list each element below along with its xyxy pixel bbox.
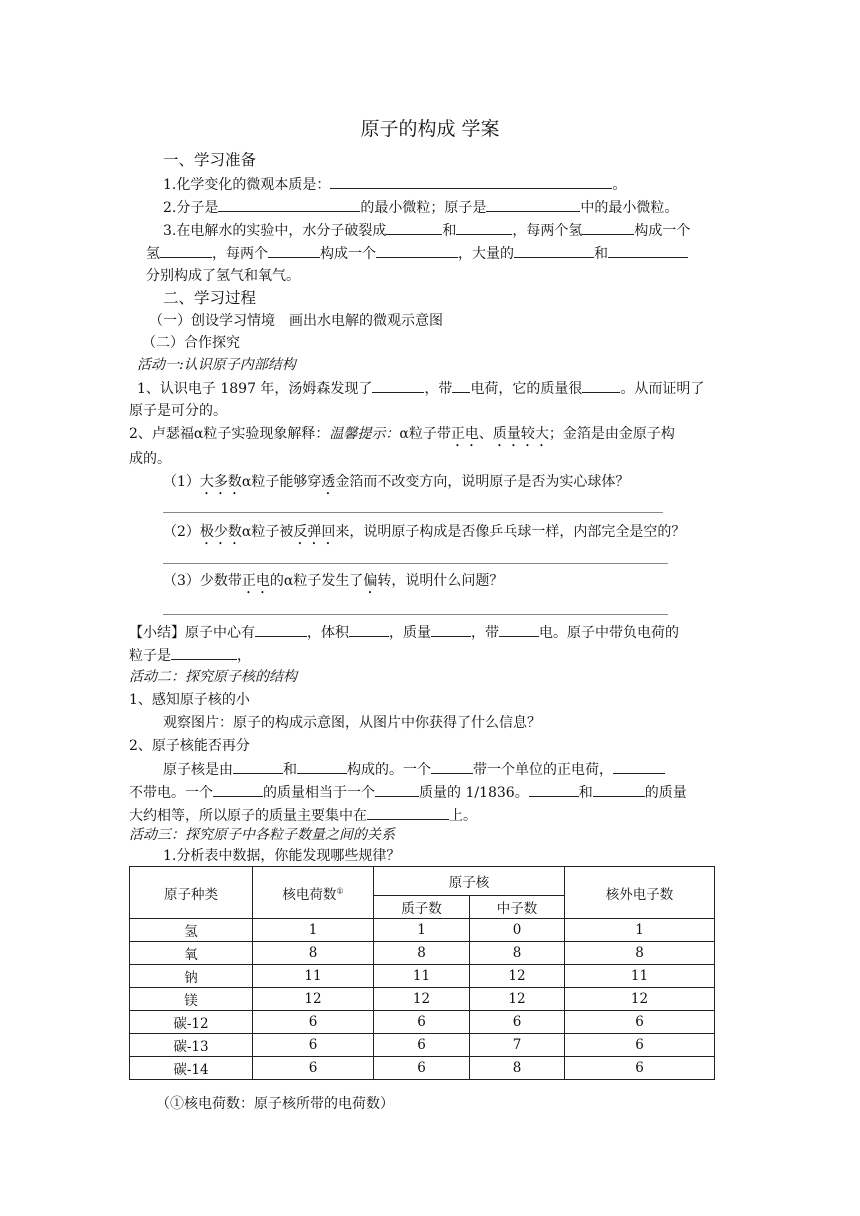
q3-blank-2[interactable] xyxy=(456,220,512,235)
a1-l1-text-a: 1、认识电子 1897 年，汤姆森发现了 xyxy=(137,381,373,397)
hint-text-c: ；金箔是由金原子构 xyxy=(548,426,675,442)
n2-text-c: 质量的 1/1836。 xyxy=(419,785,529,801)
table-cell: 碳-13 xyxy=(130,1034,253,1057)
p2-text-a: α粒子被 xyxy=(241,524,294,540)
p1-num: （1） xyxy=(163,474,200,490)
table-cell: 12 xyxy=(565,988,715,1011)
q3-blank-4[interactable] xyxy=(160,243,212,258)
p2-num: （2） xyxy=(163,524,200,540)
table-row xyxy=(130,919,715,942)
table-cell: 碳-14 xyxy=(130,1057,253,1080)
activity-2-title: 活动二：探究原子核的结构 xyxy=(129,669,297,685)
activity-1-line-2 xyxy=(129,424,675,450)
table-row xyxy=(130,988,715,1011)
hint-text-b: 、 xyxy=(478,426,493,442)
table-cell: 8 xyxy=(565,942,715,965)
q2-blank-1[interactable] xyxy=(218,197,360,212)
rutherford-text: 2、卢瑟福α粒子实验现象解释： xyxy=(129,426,330,442)
n2-blank-2[interactable] xyxy=(375,782,419,797)
table-cell: 8 xyxy=(470,1057,565,1080)
table-cell: 12 xyxy=(470,988,565,1011)
p1-emph-1: 大多数 xyxy=(199,474,242,490)
table-cell: 8 xyxy=(374,942,470,965)
p2-text-b: 来，说明原子构成是否像乒乓球一样，内部完全是空的？ xyxy=(335,524,686,540)
n3-text-b: 上。 xyxy=(449,808,477,824)
q1-blank[interactable] xyxy=(330,174,612,189)
n1-blank-3[interactable] xyxy=(431,759,473,774)
answer-line-2[interactable] xyxy=(163,563,668,564)
q3-text-i: 和 xyxy=(594,246,608,262)
question-3-line-3: 分别构成了氢气和氧气。 xyxy=(146,268,300,284)
p1-text-b: 金箔而不改变方向，说明原子是否为实心球体？ xyxy=(335,474,630,490)
activity-2-item-2: 2、原子核能否再分 xyxy=(129,738,250,754)
table-cell: 6 xyxy=(253,1057,374,1080)
header-electron-count: 核外电子数 xyxy=(565,867,715,919)
p2-emph-1: 极少数 xyxy=(199,524,242,540)
table-cell: 6 xyxy=(374,1011,470,1034)
n2-blank-3[interactable] xyxy=(529,782,579,797)
table-cell: 碳-12 xyxy=(130,1011,253,1034)
q1-end: 。 xyxy=(612,177,627,193)
table-row xyxy=(130,942,715,965)
header-proton-count: 质子数 xyxy=(374,896,470,919)
footnote-marker: ① xyxy=(336,886,344,895)
table-row xyxy=(130,1034,715,1057)
table-cell: 6 xyxy=(565,1034,715,1057)
activity-3-title: 活动三：探究原子中各粒子数量之间的关系 xyxy=(129,827,395,843)
table-cell: 8 xyxy=(253,942,374,965)
n1-text-c: 构成的。一个 xyxy=(347,762,431,778)
n2-text-e: 的质量 xyxy=(644,785,687,801)
nucleus-line-3 xyxy=(129,805,477,826)
table-cell: 8 xyxy=(470,942,565,965)
phenomenon-3 xyxy=(163,571,503,597)
a1-l1-text-c: 电荷，它的质量很 xyxy=(470,381,583,397)
table-cell: 12 xyxy=(374,988,470,1011)
summary-line-1 xyxy=(129,622,679,643)
q1-text: 1.化学变化的微观本质是： xyxy=(163,177,331,193)
table-cell: 6 xyxy=(374,1034,470,1057)
question-3-line-2 xyxy=(146,243,688,264)
particle-data-table xyxy=(129,866,715,1080)
n1-blank-4[interactable] xyxy=(613,759,665,774)
table-cell: 氧 xyxy=(130,942,253,965)
charge-blank[interactable] xyxy=(452,378,470,393)
table-row xyxy=(130,1011,715,1034)
n3-text-a: 大约相等，所以原子的质量主要集中在 xyxy=(129,808,367,824)
q3-text-c: ，每两个氢 xyxy=(512,223,583,239)
activity-2-item-1: 1、感知原子核的小 xyxy=(129,692,250,708)
q3-text-d: 构成一个 xyxy=(634,223,691,239)
table-row xyxy=(130,965,715,988)
n1-text-b: 和 xyxy=(283,762,297,778)
a1-l1-text-b: ，带 xyxy=(424,381,453,397)
table-cell: 1 xyxy=(374,919,470,942)
p1-emph-2: 透 xyxy=(321,474,336,490)
header-atom-type: 原子种类 xyxy=(130,867,253,919)
table-cell: 镁 xyxy=(130,988,253,1011)
q3-blank-8[interactable] xyxy=(608,243,688,258)
subsection-scenario: （一）创设学习情境 画出水电解的微观示意图 xyxy=(149,313,443,329)
table-cell: 6 xyxy=(565,1011,715,1034)
summary-blank-3[interactable] xyxy=(431,622,471,637)
summary-text-d: ，带 xyxy=(471,625,499,641)
hint-emphasis-2: 质量较大 xyxy=(492,426,549,442)
summary-text-b: ，体积 xyxy=(307,625,349,641)
activity-1-line-1b: 原子是可分的。 xyxy=(129,403,227,419)
summary-text-c: ，质量 xyxy=(389,625,431,641)
p1-text-a: α粒子能够穿 xyxy=(241,474,322,490)
table-cell: 氢 xyxy=(130,919,253,942)
electron-blank[interactable] xyxy=(372,378,424,393)
q3-text-b: 和 xyxy=(442,223,457,239)
n3-blank-1[interactable] xyxy=(367,805,449,820)
hint-emphasis-1: 正电 xyxy=(450,426,479,442)
table-cell: 11 xyxy=(374,965,470,988)
n2-text-a: 不带电。一个 xyxy=(129,785,213,801)
summary-blank-4[interactable] xyxy=(499,622,539,637)
activity-1-line-2b: 成的。 xyxy=(129,451,171,467)
summary-line-2 xyxy=(129,645,251,666)
phenomenon-2 xyxy=(163,522,685,548)
table-cell: 12 xyxy=(470,965,565,988)
q3-blank-6[interactable] xyxy=(376,243,458,258)
section-heading-process: 二、学习过程 xyxy=(163,289,257,307)
header-nuclear-charge-label: 核电荷数 xyxy=(282,886,337,903)
n1-text-a: 原子核是由 xyxy=(163,762,233,778)
activity-1-title: 活动一:认识原子内部结构 xyxy=(137,357,296,373)
hint-label: 温馨提示： xyxy=(329,426,400,442)
n2-text-b: 的质量相当于一个 xyxy=(263,785,375,801)
table-footnote: （①核电荷数：原子核所带的电荷数） xyxy=(156,1096,394,1112)
q3-text-a: 3.在电解水的实验中，水分子破裂成 xyxy=(163,223,387,239)
n1-text-d: 带一个单位的正电荷， xyxy=(473,762,613,778)
table-cell: 6 xyxy=(253,1034,374,1057)
subsection-explore: （二）合作探究 xyxy=(142,335,240,351)
question-1 xyxy=(163,174,626,195)
p3-emph-1: 正电 xyxy=(241,573,270,589)
summary-text-e: 电。原子中带负电荷的 xyxy=(539,625,679,641)
q3-text-e: 氢 xyxy=(146,246,160,262)
summary-blank-5[interactable] xyxy=(171,645,237,660)
p3-emph-2: 偏 xyxy=(363,573,378,589)
n2-blank-1[interactable] xyxy=(213,782,263,797)
q3-blank-1[interactable] xyxy=(386,220,442,235)
table-cell: 11 xyxy=(253,965,374,988)
p3-text-c: 转，说明什么问题？ xyxy=(377,573,504,589)
table-cell: 1 xyxy=(565,919,715,942)
summary-text-f: 粒子是 xyxy=(129,648,171,664)
page-title: 原子的构成 学案 xyxy=(360,118,500,140)
table-cell: 7 xyxy=(470,1034,565,1057)
table-cell: 1 xyxy=(253,919,374,942)
summary-text-a: 【小结】原子中心有 xyxy=(129,625,255,641)
p3-text-a: （3）少数带 xyxy=(163,573,242,589)
q2-text-a: 2.分子是 xyxy=(163,200,219,216)
q2-text-c: 中的最小微粒。 xyxy=(580,200,679,216)
q3-blank-5[interactable] xyxy=(268,243,320,258)
question-3-line-1 xyxy=(163,220,690,241)
question-2 xyxy=(163,197,678,218)
n1-blank-1[interactable] xyxy=(233,759,283,774)
p3-text-b: 的α粒子发生了 xyxy=(269,573,364,589)
summary-text-g: ， xyxy=(237,648,251,664)
header-neutron-count: 中子数 xyxy=(470,896,565,919)
table-cell: 6 xyxy=(253,1011,374,1034)
table-cell: 6 xyxy=(374,1057,470,1080)
nucleus-line-2 xyxy=(129,782,687,803)
n2-blank-4[interactable] xyxy=(593,782,645,797)
q3-blank-3[interactable] xyxy=(582,220,634,235)
section-heading-preparation: 一、学习准备 xyxy=(163,151,257,169)
activity-2-observe: 观察图片：原子的构成示意图，从图片中你获得了什么信息？ xyxy=(163,715,541,731)
q2-text-b: 的最小微粒；原子是 xyxy=(360,200,487,216)
table-cell: 11 xyxy=(565,965,715,988)
q3-text-g: 构成一个 xyxy=(320,246,376,262)
table-cell: 6 xyxy=(470,1011,565,1034)
a1-l1-text-d: 。从而证明了 xyxy=(620,381,705,397)
nucleus-line-1 xyxy=(163,759,665,780)
p2-emph-2: 反弹回 xyxy=(293,524,336,540)
q3-text-f: ，每两个 xyxy=(212,246,268,262)
answer-line-3[interactable] xyxy=(163,614,668,615)
n2-text-d: 和 xyxy=(578,785,593,801)
q3-text-h: ，大量的 xyxy=(458,246,514,262)
header-nuclear-charge xyxy=(253,867,374,919)
table-cell: 6 xyxy=(565,1057,715,1080)
summary-blank-2[interactable] xyxy=(349,622,389,637)
activity-1-line-1 xyxy=(137,378,704,399)
n1-blank-2[interactable] xyxy=(297,759,347,774)
answer-line-1[interactable] xyxy=(163,512,663,513)
activity-3-question: 1.分析表中数据，你能发现哪些规律？ xyxy=(163,848,401,864)
phenomenon-1 xyxy=(163,472,629,498)
table-cell: 0 xyxy=(470,919,565,942)
table-cell: 钠 xyxy=(130,965,253,988)
q3-blank-7[interactable] xyxy=(514,243,594,258)
table-cell: 12 xyxy=(253,988,374,1011)
summary-blank-1[interactable] xyxy=(255,622,307,637)
header-nucleus: 原子核 xyxy=(374,867,565,896)
hint-text-a: α粒子带 xyxy=(399,426,451,442)
mass-blank[interactable] xyxy=(582,378,620,393)
q2-blank-2[interactable] xyxy=(486,197,580,212)
table-row xyxy=(130,1057,715,1080)
